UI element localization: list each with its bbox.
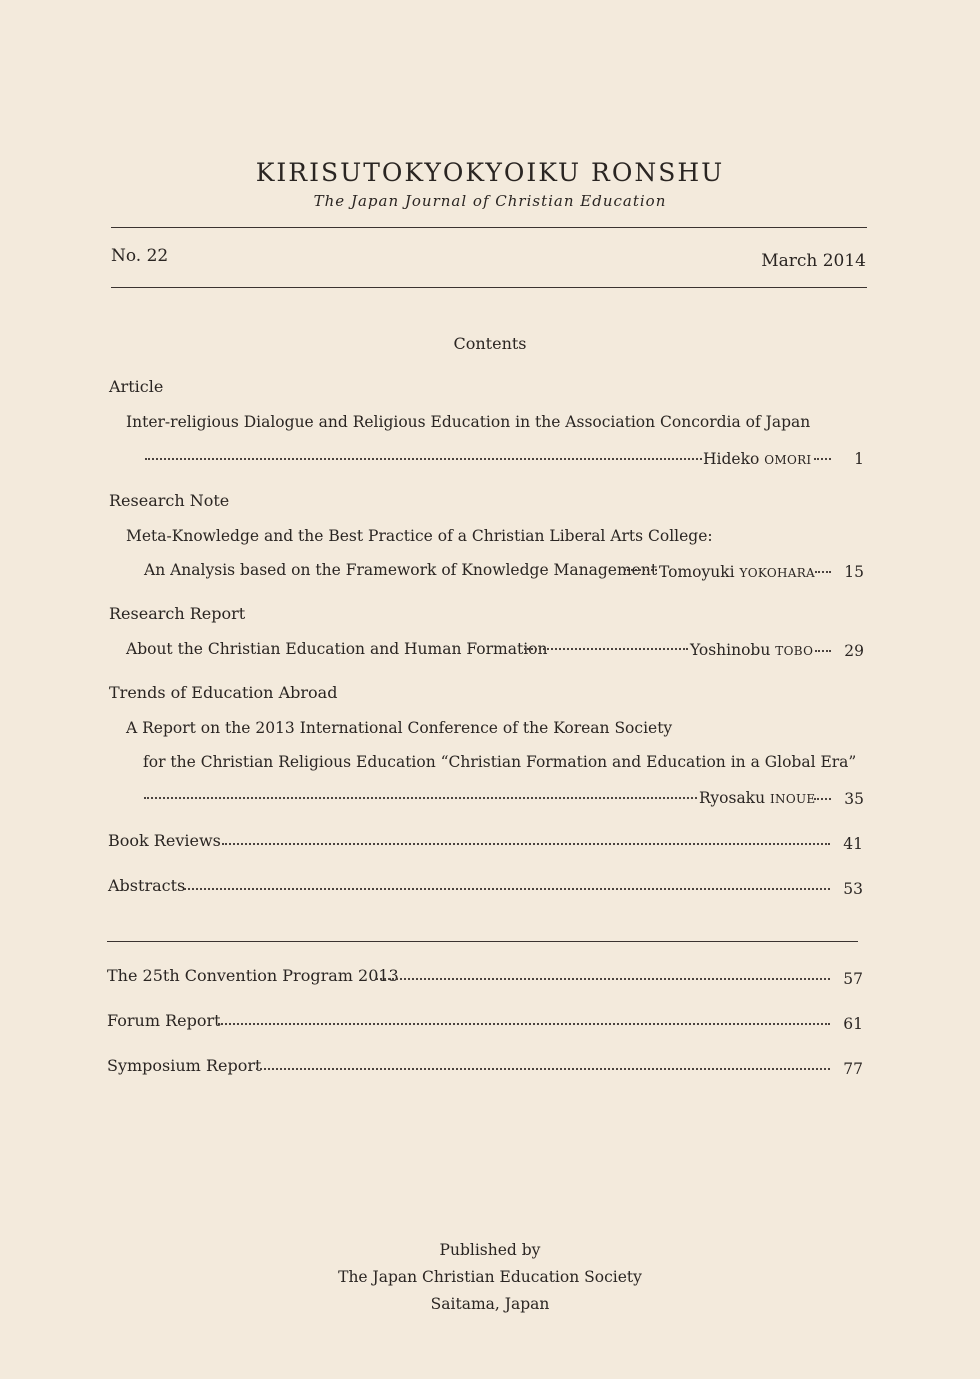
section-label-symposium-report: Symposium Report [107,1056,262,1075]
dot-leader [524,648,688,650]
publisher-location: Saitama, Japan [430,1295,550,1313]
section-label-trends-abroad: Trends of Education Abroad [109,683,338,702]
section-label-convention-program: The 25th Convention Program 2013 [107,966,399,985]
page-number: 77 [843,1060,863,1078]
dot-leader [145,458,702,460]
toc-entry-title: A Report on the 2013 International Conference of the Korean Society [126,719,673,737]
header-rule-top [111,227,867,228]
issue-number: No. 22 [111,246,169,266]
author-name: Hideko OMORI [703,450,812,468]
dot-leader [624,569,657,571]
publisher-name: The Japan Christian Education Society [338,1268,642,1286]
page-number: 61 [843,1015,863,1033]
publisher-line-published-by: Published by [439,1241,541,1259]
toc-entry-title: About the Christian Education and Human Formation [126,640,548,658]
dot-leader [184,888,830,890]
toc-entry-title: An Analysis based on the Framework of Knowledge Management [144,561,658,579]
journal-title: KIRISUTOKYOKYOIKU RONSHU [255,158,725,187]
section-divider [107,941,858,942]
section-label-book-reviews: Book Reviews [108,831,221,850]
dot-leader [222,843,830,845]
dot-leader [376,978,830,980]
page-number: 57 [843,970,863,988]
section-label-forum-report: Forum Report [107,1011,221,1030]
section-label-research-report: Research Report [109,604,246,623]
dot-leader [256,1068,830,1070]
author-name: Yoshinobu TOBO [690,641,814,659]
dot-leader [218,1023,830,1025]
toc-entry-title: Meta-Knowledge and the Best Practice of a Christian Liberal Arts College: [126,527,713,545]
page-number: 1 [854,450,864,468]
page-number: 41 [843,835,863,853]
section-label-abstracts: Abstracts [108,876,186,895]
dot-leader [144,797,697,799]
toc-entry-title: Inter-religious Dialogue and Religious Education in the Association Concordia of Japan [126,413,811,431]
header-rule-bottom [111,287,867,288]
contents-heading: Contents [453,334,527,353]
author-name: Ryosaku INOUE [699,789,816,807]
page-number: 15 [844,563,864,581]
toc-entry-title: for the Christian Religious Education “Christian Formation and Education in a Global Era” [143,753,857,771]
section-label-research-note: Research Note [109,491,230,510]
page-number: 53 [843,880,863,898]
section-label-article: Article [109,377,164,396]
journal-subtitle: The Japan Journal of Christian Education [313,192,667,210]
author-name: Tomoyuki YOKOHARA [659,563,816,581]
page-number: 29 [844,642,864,660]
issue-date: March 2014 [761,251,866,271]
page-number: 35 [844,790,864,808]
